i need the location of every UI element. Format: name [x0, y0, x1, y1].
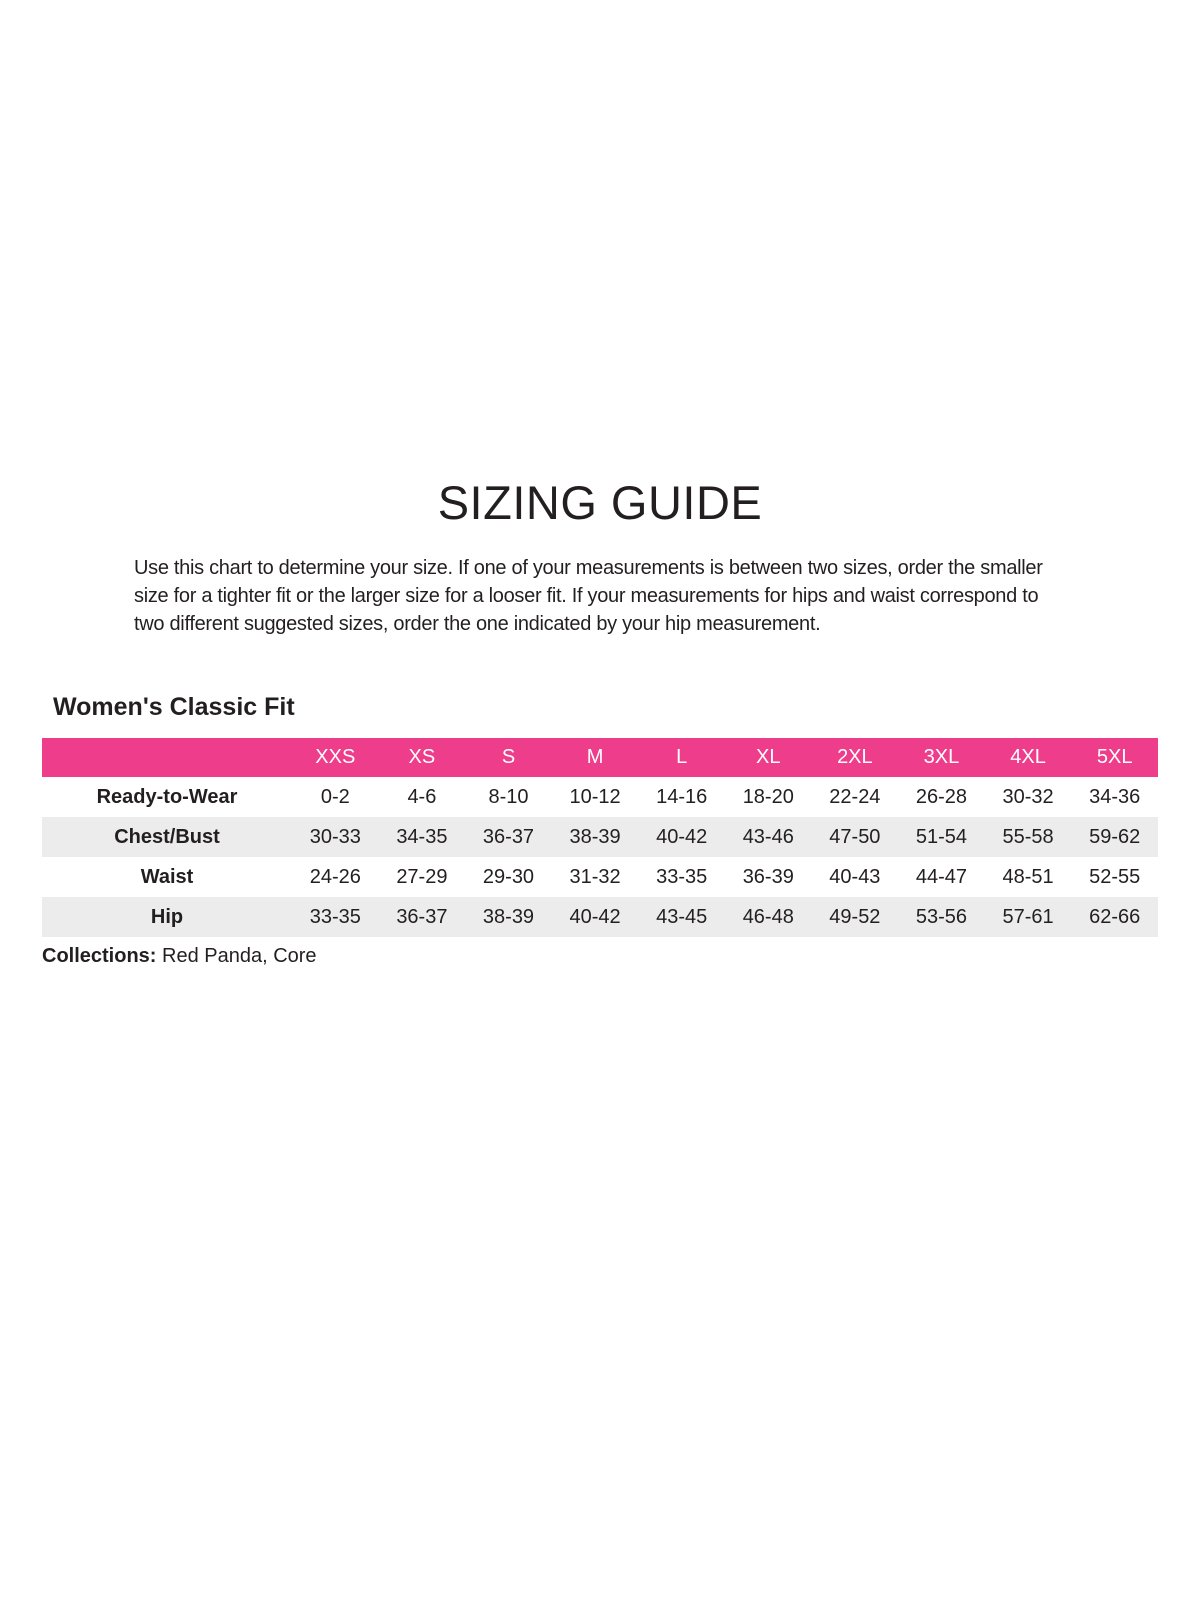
size-cell: 33-35 [309, 905, 361, 928]
intro-line-2: size for a tighter fit or the larger size for a looser fit. If your measurements for hips and waist correspond to [134, 585, 1039, 607]
size-col-header-2xl: 2XL [812, 738, 899, 777]
collections-value: Red Panda, Core [156, 945, 317, 967]
size-cell: 36-37 [396, 905, 448, 928]
size-cell: 44-47 [915, 865, 968, 888]
table-row-ready-to-wear [42, 777, 1158, 817]
size-cell: 53-56 [915, 905, 968, 928]
table-row-chest-bust [42, 817, 1158, 857]
size-cell: 30-33 [309, 825, 361, 848]
size-cell: 40-42 [656, 825, 708, 848]
size-cell: 52-55 [1089, 865, 1141, 888]
intro-paragraph [134, 554, 1043, 638]
size-cell: 33-35 [656, 865, 708, 888]
size-table [42, 738, 1158, 937]
size-cell: 62-66 [1089, 905, 1141, 928]
size-cell: 40-43 [829, 865, 881, 888]
size-cell: 36-39 [742, 865, 794, 888]
size-cell: 24-26 [309, 865, 361, 888]
size-cell: 18-20 [742, 785, 794, 808]
size-cell: 34-36 [1089, 785, 1141, 808]
table-row-hip [42, 897, 1158, 937]
size-cell: 36-37 [482, 825, 535, 848]
collections-line [42, 944, 317, 968]
size-cell: 27-29 [396, 865, 448, 888]
size-cell: 0-2 [320, 785, 350, 808]
size-cell: 47-50 [829, 825, 881, 848]
size-cell: 55-58 [1002, 825, 1054, 848]
size-cell: 38-39 [482, 905, 535, 928]
row-label: Ready-to-Wear [96, 785, 238, 808]
size-cell: 48-51 [1002, 865, 1054, 888]
size-col-header-5xl: 5XL [1071, 738, 1158, 777]
size-cell: 43-46 [742, 825, 794, 848]
table-row-waist [42, 857, 1158, 897]
size-col-header-xs: XS [379, 738, 466, 777]
size-chart [42, 738, 1158, 937]
size-cell: 59-62 [1089, 825, 1141, 848]
size-col-header-l: L [638, 738, 725, 777]
size-cell: 46-48 [742, 905, 794, 928]
size-col-header-xl: XL [725, 738, 812, 777]
size-cell: 51-54 [915, 825, 968, 848]
size-table-header-row [42, 738, 1158, 777]
row-label: Hip [150, 905, 184, 928]
size-cell: 10-12 [569, 785, 621, 808]
size-cell: 30-32 [1002, 785, 1054, 808]
size-cell: 49-52 [829, 905, 881, 928]
row-label: Waist [140, 865, 194, 888]
size-cell: 14-16 [656, 785, 708, 808]
size-cell: 40-42 [569, 905, 621, 928]
section-heading-womens-classic-fit: Women's Classic Fit [53, 693, 295, 721]
size-cell: 22-24 [829, 785, 881, 808]
size-col-header-blank [42, 738, 292, 777]
size-cell: 31-32 [569, 865, 621, 888]
intro-line-1: Use this chart to determine your size. If one of your measurements is between two sizes, order the smaller [134, 557, 1043, 579]
size-cell: 8-10 [488, 785, 529, 808]
size-cell: 38-39 [569, 825, 621, 848]
collections-label: Collections: [42, 945, 157, 967]
size-cell: 57-61 [1002, 905, 1054, 928]
page-title: SIZING GUIDE [437, 476, 763, 529]
size-cell: 43-45 [656, 905, 708, 928]
row-label: Chest/Bust [114, 825, 220, 848]
size-cell: 34-35 [396, 825, 448, 848]
size-cell: 29-30 [482, 865, 535, 888]
intro-line-3: two different suggested sizes, order the one indicated by your hip measurement. [134, 613, 821, 635]
size-col-header-s: S [465, 738, 552, 777]
size-cell: 4-6 [407, 785, 437, 808]
size-col-header-3xl: 3XL [898, 738, 985, 777]
size-col-header-m: M [552, 738, 639, 777]
size-col-header-4xl: 4XL [985, 738, 1072, 777]
size-cell: 26-28 [915, 785, 968, 808]
size-col-header-xxs: XXS [292, 738, 379, 777]
